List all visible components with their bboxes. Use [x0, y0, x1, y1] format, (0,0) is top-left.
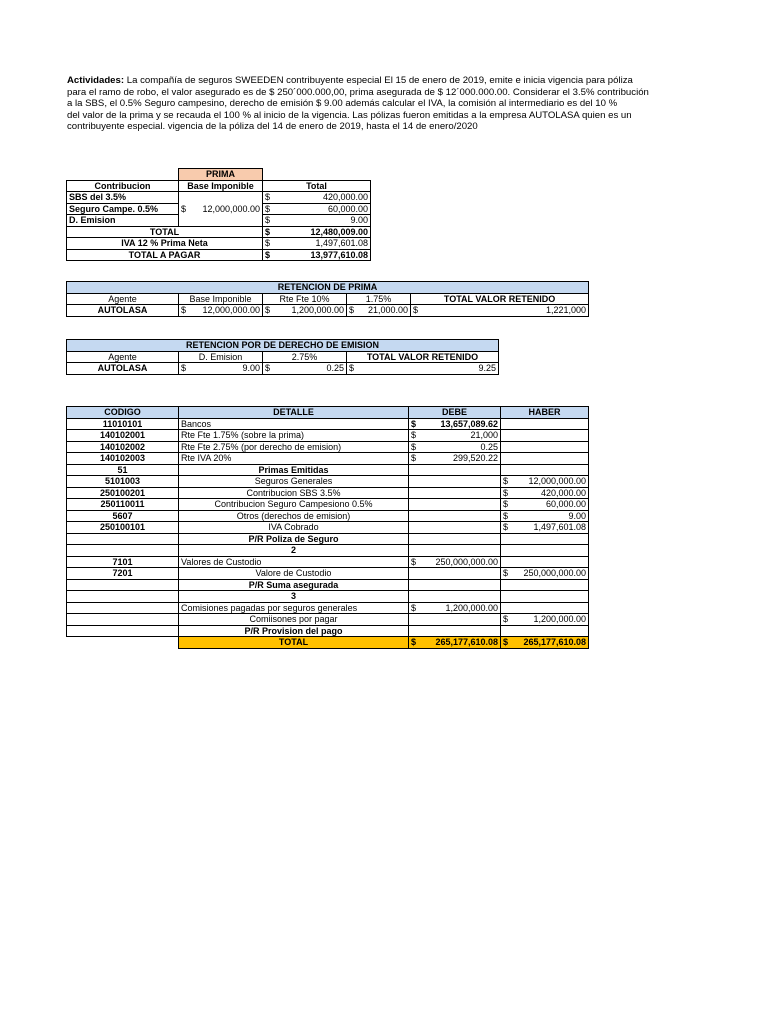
col-total-retenido: TOTAL VALOR RETENIDO — [411, 293, 589, 305]
journal-detail: Bancos — [179, 418, 409, 430]
row-total: 60,000.00 — [327, 203, 368, 214]
journal-detail: Valores de Custodio — [179, 556, 409, 568]
retencion-emision-title: RETENCION POR DE DERECHO DE EMISION — [67, 340, 499, 352]
total-value: 9.25 — [478, 363, 497, 373]
pct-value: 0.25 — [326, 363, 344, 373]
journal-debe-cell — [409, 522, 501, 534]
journal-row — [67, 476, 589, 488]
journal-row — [67, 464, 589, 476]
journal-haber-cell — [501, 464, 589, 476]
journal-row — [67, 556, 589, 568]
retencion-emision-table: RETENCION POR DE DERECHO DE EMISION Agente D. Emision 2.75% TOTAL VALOR RETENIDO AUTOLASA $ 9.00 $ 0.25 $ 9.25 — [66, 339, 499, 375]
journal-debe-cell: $ 21,000 — [409, 430, 501, 442]
journal-detail: Otros (derechos de emision) — [179, 510, 409, 522]
journal-haber-cell: $ 1,200,000.00 — [501, 614, 589, 626]
row-label: SBS del 3.5% — [67, 192, 179, 204]
journal-haber-cell: $ 9.00 — [501, 510, 589, 522]
journal-row — [67, 487, 589, 499]
journal-debe-cell — [409, 568, 501, 580]
journal-debe-cell: $ 250,000,000.00 — [409, 556, 501, 568]
journal-haber-cell — [501, 545, 589, 557]
journal-debe-cell: $ 13,657,089.62 — [409, 418, 501, 430]
journal-haber-cell: $ 1,497,601.08 — [501, 522, 589, 534]
journal-debe-value: 1,200,000.00 — [445, 602, 498, 613]
col-detalle: DETALLE — [179, 407, 409, 419]
journal-haber-value: 250,000,000.00 — [523, 568, 586, 578]
journal-haber-value: 420,000.00 — [540, 487, 586, 498]
journal-detail: P/R Poliza de Seguro — [179, 533, 409, 545]
journal-debe-cell — [409, 625, 501, 637]
journal-haber-value: 12,000,000.00 — [528, 476, 586, 486]
journal-row — [67, 499, 589, 511]
row-label: D. Emision — [67, 215, 179, 227]
journal-detail: Rte Fte 2.75% (por derecho de emision) — [179, 441, 409, 453]
col-codigo: CODIGO — [67, 407, 179, 419]
prima-table: PRIMA Contribucion Base Imponible Total SBS del 3.5% $ 12,000,000.00 $ 420,000.00 Seguro Campe. 0.5% $ 60,000.00 D. Emision $ 9.00 TOTAL $ 12,480,009.00 IVA 12 % Prima Neta $ 1,497,601.08 TOTAL A PAGAR $ 13,977,610.08 — [66, 168, 371, 261]
journal-code: 140102002 — [67, 441, 179, 453]
journal-code — [67, 545, 179, 557]
base-value: 12,000,000.00 — [202, 305, 260, 315]
journal-haber-cell — [501, 418, 589, 430]
total-label: TOTAL — [179, 637, 409, 649]
summary-total: 13,977,610.08 — [310, 249, 368, 260]
col-debe: DEBE — [409, 407, 501, 419]
journal-haber-cell — [501, 625, 589, 637]
journal-haber-cell: $ 60,000.00 — [501, 499, 589, 511]
col-haber: HABER — [501, 407, 589, 419]
agent-name: AUTOLASA — [67, 305, 179, 317]
journal-code: 7101 — [67, 556, 179, 568]
row-total: 9.00 — [350, 215, 368, 225]
col-pct: 2.75% — [263, 351, 347, 363]
journal-code: 7201 — [67, 568, 179, 580]
journal-detail: 2 — [179, 545, 409, 557]
base-value-cell: $ 12,000,000.00 — [179, 192, 263, 227]
journal-code: 11010101 — [67, 418, 179, 430]
journal-haber-cell: $ 420,000.00 — [501, 487, 589, 499]
journal-row — [67, 510, 589, 522]
journal-code: 140102003 — [67, 453, 179, 465]
summary-label: IVA 12 % Prima Neta — [67, 238, 263, 250]
journal-debe-cell — [409, 487, 501, 499]
journal-row — [67, 579, 589, 591]
col-contribucion: Contribucion — [67, 180, 179, 192]
journal-debe-value: 21,000 — [470, 430, 498, 440]
intro-line-2: para el ramo de robo, el valor asegurado es de $ 250´000.000,00, prima asegurada de $ 12´000.000.00. Considerar el 3.5% contribución — [67, 86, 649, 98]
agent-name: AUTOLASA — [67, 363, 179, 375]
col-rte10: Rte Fte 10% — [263, 293, 347, 305]
journal-row — [67, 418, 589, 430]
col-agente: Agente — [67, 293, 179, 305]
col-agente: Agente — [67, 351, 179, 363]
journal-code: 250100101 — [67, 522, 179, 534]
total-haber: 265,177,610.08 — [523, 637, 586, 647]
journal-haber-cell — [501, 602, 589, 614]
summary-total: 1,497,601.08 — [315, 238, 368, 248]
journal-debe-cell: $ 1,200,000.00 — [409, 602, 501, 614]
journal-debe-cell — [409, 499, 501, 511]
journal-haber-cell — [501, 579, 589, 591]
journal-table: CODIGO DETALLE DEBE HABER 11010101 Bancos $ 13,657,089.62 140102001 Rte Fte 1.75% (sobre la prima) $ 21,000 140102002 Rte Fte 2.75% (por derecho de emision) $ 0.25 140102003 Rte IVA 20% $ 299,520.22 51 Primas Emitidas 5101003 Seguros Generales $ 12,000,000.00 250100201 Contribucion SBS 3.5% $ 420,000.00 250110011 Contribucion Seguro Campesiono 0.5% $ 60,000.00 5607 Otros (derechos de emision) $ 9.00 250100101 IVA Cobrado $ 1,497,601.08 P/R Poliza de Seguro 2 7101 Valores de Custodio $ 250,000,000.00 7201 Valore de Custodio $ 250,000,000.00 P/R Suma asegurada 3 Comisiones pagadas por seguros generales $ 1,200,000.00 Comiisones por pagar $ 1,200,000.00 P/R Provision del pago TOTAL $ 265,177,610.08 $ 265,177,610.08 — [66, 406, 589, 649]
journal-haber-cell — [501, 533, 589, 545]
journal-row — [67, 614, 589, 626]
journal-row — [67, 441, 589, 453]
journal-code: 51 — [67, 464, 179, 476]
journal-code — [67, 614, 179, 626]
journal-haber-value: 9.00 — [568, 510, 586, 521]
journal-haber-cell — [501, 453, 589, 465]
summary-total: 12,480,009.00 — [310, 226, 368, 237]
journal-row — [67, 602, 589, 614]
journal-row — [67, 625, 589, 637]
journal-row — [67, 453, 589, 465]
journal-row — [67, 591, 589, 603]
journal-debe-value: 299,520.22 — [452, 453, 498, 463]
journal-haber-value: 60,000.00 — [545, 499, 586, 509]
journal-detail: Seguros Generales — [179, 476, 409, 488]
journal-haber-value: 1,497,601.08 — [533, 522, 586, 532]
journal-row — [67, 568, 589, 580]
journal-detail: 3 — [179, 591, 409, 603]
journal-code: 250110011 — [67, 499, 179, 511]
col-emision: D. Emision — [179, 351, 263, 363]
journal-row — [67, 522, 589, 534]
intro-line-4: del valor de la prima y se recauda el 100 % al inicio de la vigencia. Las pólizas fueron emitidas a la empresa AUTOLASA quien es un — [67, 109, 632, 121]
journal-haber-cell — [501, 441, 589, 453]
intro-line-5: contribuyente especial. vigencia de la póliza del 14 de enero de 2019, hasta el 14 de enero/2020 — [67, 121, 478, 133]
journal-code — [67, 579, 179, 591]
journal-detail: Rte Fte 1.75% (sobre la prima) — [179, 430, 409, 442]
journal-code — [67, 533, 179, 545]
journal-detail: Valore de Custodio — [179, 568, 409, 580]
journal-row — [67, 533, 589, 545]
journal-code: 140102001 — [67, 430, 179, 442]
journal-debe-value: 250,000,000.00 — [435, 556, 498, 567]
journal-debe-cell — [409, 533, 501, 545]
base-value: 12,000,000.00 — [202, 203, 260, 214]
journal-detail: Comiisones por pagar — [179, 614, 409, 626]
journal-detail: P/R Suma asegurada — [179, 579, 409, 591]
col-total: Total — [263, 180, 371, 192]
journal-debe-cell — [409, 476, 501, 488]
journal-debe-cell: $ 299,520.22 — [409, 453, 501, 465]
total-debe: 265,177,610.08 — [435, 637, 498, 647]
col-base-imponible: Base Imponible — [179, 180, 263, 192]
row-label: Seguro Campe. 0.5% — [67, 203, 179, 215]
summary-label: TOTAL — [67, 226, 263, 238]
journal-code: 250100201 — [67, 487, 179, 499]
journal-detail: Contribucion Seguro Campesiono 0.5% — [179, 499, 409, 511]
journal-detail: IVA Cobrado — [179, 522, 409, 534]
intro-line-3: a la SBS, el 0.5% Seguro campesino, derecho de emisión $ 9.00 además calcular el IVA, la comisión al intermediario es del 10 % — [67, 98, 618, 110]
journal-code: 5607 — [67, 510, 179, 522]
col-total-retenido: TOTAL VALOR RETENIDO — [347, 351, 499, 363]
retencion-prima-title: RETENCION DE PRIMA — [67, 282, 589, 294]
journal-debe-cell — [409, 545, 501, 557]
pct175-value: 21,000.00 — [367, 305, 408, 315]
journal-detail: Contribucion SBS 3.5% — [179, 487, 409, 499]
journal-detail: Rte IVA 20% — [179, 453, 409, 465]
journal-haber-cell — [501, 430, 589, 442]
journal-debe-value: 0.25 — [480, 441, 498, 452]
row-total: 420,000.00 — [322, 192, 368, 202]
journal-haber-cell: $ 12,000,000.00 — [501, 476, 589, 488]
emision-value: 9.00 — [242, 363, 260, 373]
journal-code — [67, 602, 179, 614]
intro-label: Actividades: — [67, 75, 125, 86]
journal-haber-value: 1,200,000.00 — [533, 614, 586, 624]
journal-debe-value: 13,657,089.62 — [440, 418, 498, 429]
journal-haber-cell — [501, 591, 589, 603]
rte10-value: 1,200,000.00 — [291, 305, 344, 315]
total-retenido-value: 1,221,000 — [546, 305, 587, 315]
col-base: Base Imponible — [179, 293, 263, 305]
journal-haber-cell: $ 250,000,000.00 — [501, 568, 589, 580]
journal-detail: P/R Provision del pago — [179, 625, 409, 637]
journal-code: 5101003 — [67, 476, 179, 488]
journal-debe-cell — [409, 614, 501, 626]
retencion-prima-table: RETENCION DE PRIMA Agente Base Imponible Rte Fte 10% 1.75% TOTAL VALOR RETENIDO AUTOLASA $ 12,000,000.00 $ 1,200,000.00 $ 21,000.00 $ 1,221,000 — [66, 281, 589, 317]
journal-row — [67, 430, 589, 442]
journal-debe-cell — [409, 464, 501, 476]
journal-haber-cell — [501, 556, 589, 568]
journal-code — [67, 591, 179, 603]
summary-label: TOTAL A PAGAR — [67, 249, 263, 261]
intro-line-1: Actividades: La compañía de seguros SWEEDEN contribuyente especial El 15 de enero de 2019, emite e inicia vigencia para póliza — [67, 75, 633, 86]
journal-debe-cell — [409, 591, 501, 603]
activity-description — [67, 75, 649, 133]
journal-debe-cell — [409, 510, 501, 522]
journal-code — [67, 625, 179, 637]
journal-row — [67, 545, 589, 557]
prima-header: PRIMA — [179, 169, 263, 181]
col-175: 1.75% — [347, 293, 411, 305]
journal-debe-cell — [409, 579, 501, 591]
journal-detail: Comisiones pagadas por seguros generales — [179, 602, 409, 614]
journal-debe-cell: $ 0.25 — [409, 441, 501, 453]
journal-detail: Primas Emitidas — [179, 464, 409, 476]
